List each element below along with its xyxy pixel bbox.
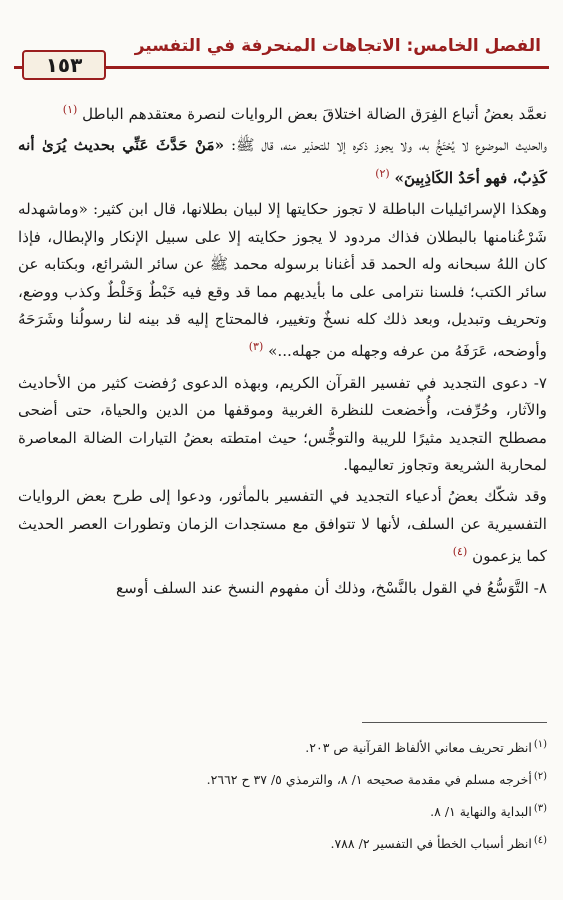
footnotes bbox=[18, 730, 547, 859]
footnote bbox=[18, 794, 547, 826]
paragraph bbox=[18, 132, 547, 192]
footnote-divider bbox=[362, 722, 547, 723]
paragraph-text: وقد شكّك بعضُ أدعياء التجديد في التفسير بالمأثور، ودعوا إلى طرح بعض الروايات التفسيرية عن السلف، لأنها لا تتوافق مع مستجدات الزمان وتطورات العصر الحديث كما يزعمون bbox=[18, 487, 547, 566]
chapter-title: الفصل الخامس: الاتجاهات المنحرفة في التفسير bbox=[134, 36, 541, 56]
footnote-number: (٢) bbox=[533, 771, 547, 783]
footnote bbox=[18, 762, 547, 794]
page-header bbox=[14, 26, 549, 84]
footnote-ref: (٢) bbox=[375, 166, 390, 180]
quoted-text: «وماشهدله شَرْعُنامنها بالبطلان فذاك مردود لا يجوز حكايته إلا على سبيل الإنكار والإبطال، فإذا كان اللهُ سبحانه وله الحمد قد أغنانا برسوله محمد ﷺ عن سائر الشرائع، وبكتابه عن سائر الكتب؛ فلسنا نترامى على ما بأيديهم مما قد وقع فيه خَبْطٌ وَخَلْطٌ وكذب ووضع، وتحريف وتبديل، وبعد ذلك كله نسخٌ وتغيير، فالمحتاج إليه قد بينه لنا رسولُنا وشَرَحَهُ وأوضحه، عَرَفَهُ من عرفه وجهله من جهله...» bbox=[18, 200, 547, 361]
footnote-text: أخرجه مسلم في مقدمة صحيحه ١/ ٨، والترمذي ٥/ ٣٧ ح ٢٦٦٢. bbox=[206, 772, 532, 788]
paragraph-text: وهكذا الإسرائيليات الباطلة لا تجوز حكايتها إلا لبيان بطلانها، قال ابن كثير: bbox=[93, 200, 548, 219]
footnote-ref: (٤) bbox=[452, 545, 468, 559]
paragraph-text: والحديث الموضوع لا يُحْتَجُّ به، ولا يجوز ذكره إلا للتحذير منه، قال ﷺ: bbox=[231, 136, 547, 155]
footnote bbox=[18, 826, 547, 858]
paragraph bbox=[18, 96, 547, 128]
footnote-number: (٤) bbox=[533, 835, 547, 847]
footnote-ref: (٣) bbox=[248, 340, 264, 354]
footnote-ref: (١) bbox=[62, 103, 78, 116]
footnote bbox=[18, 730, 547, 762]
paragraph bbox=[18, 370, 547, 480]
hadith-quote: «مَنْ حَدَّثَ عَنِّي بحديث يُرَىٰ أنه كَذِبٌ، فهو أحَدُ الكَاذِبِينَ» bbox=[18, 136, 547, 187]
paragraph bbox=[18, 575, 547, 602]
footnote-text: انظر أسباب الخطأ في التفسير ٢/ ٧٨٨. bbox=[330, 836, 532, 852]
paragraph-text: ٧- دعوى التجديد في تفسير القرآن الكريم، وبهذه الدعوى رُفضت كثير من الأحاديث والآثار، وحُرِّفت، وأُخضعت للنظرة الغربية وموقفها من الدين والحياة، حتى أضحى مصطلح التجديد مثيرًا للريبة والتوجُّس؛ حيث امتطته بعضُ التيارات الضالة المعاصرة لمحاربة الشريعة وتجاوز تعاليمها. bbox=[18, 373, 547, 475]
paragraph-text: ٨- التَّوَسُّعُ في القول بالنَّسْخ، وذلك أن مفهوم النسخ عند السلف أوسع bbox=[115, 578, 547, 597]
footnote-number: (١) bbox=[533, 739, 547, 750]
footnote-text: انظر تحريف معاني الألفاظ القرآنية ص ٢٠٣. bbox=[305, 740, 532, 756]
footnote-text: البداية والنهاية ١/ ٨. bbox=[430, 804, 532, 820]
paragraph bbox=[18, 483, 547, 570]
paragraph bbox=[18, 196, 547, 366]
page-number: ١٥٣ bbox=[22, 50, 106, 80]
paragraph-text: نعمَّد بعضُ أتباع الفِرَق الضالة اختلاقَ بعض الروايات لنصرة معتقدهم الباطل bbox=[82, 105, 547, 124]
main-text bbox=[18, 96, 547, 606]
footnote-number: (٣) bbox=[533, 803, 547, 815]
